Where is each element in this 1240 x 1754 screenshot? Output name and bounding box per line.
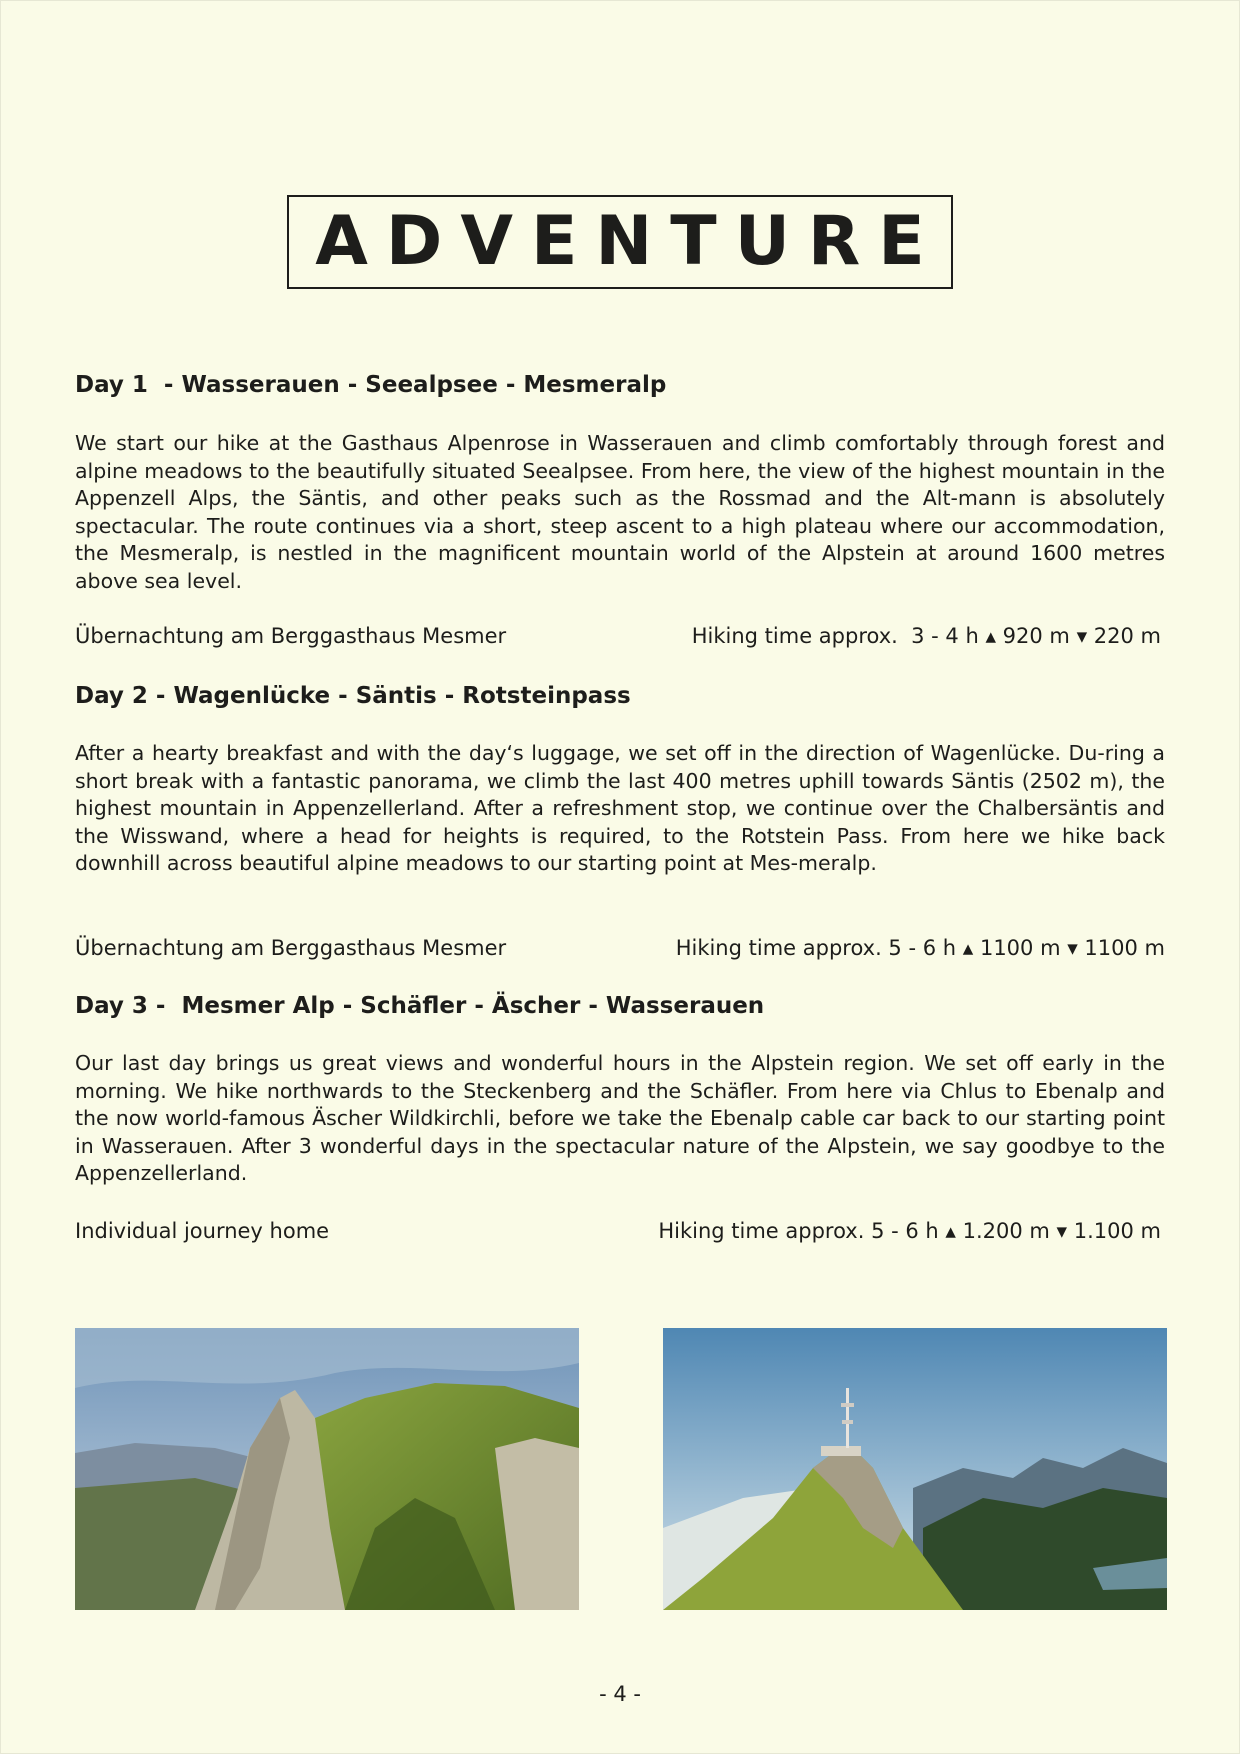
day-3-accommodation: Individual journey home: [75, 1219, 330, 1243]
day-3-heading: Day 3 - Mesmer Alp - Schäfler - Äscher - Wasserauen: [75, 993, 765, 1019]
day-2-meta: [75, 938, 1165, 959]
day-2-heading: Day 2 - Wagenlücke - Säntis - Rotsteinpass: [75, 683, 631, 709]
title-box: [287, 195, 953, 289]
day-2-hiking-time: Hiking time approx. 5 - 6 h ▴ 1100 m ▾ 1100 m: [675, 936, 1165, 960]
day-1-accommodation: Übernachtung am Berggasthaus Mesmer: [75, 624, 507, 648]
day-1-text: We start our hike at the Gasthaus Alpenrose in Wasserauen and climb comfortably through forest and alpine meadows to the beautifully situated Seealpsee. From here, the view of the highest mountain in the Appenzell Alps, the Säntis, and other peaks such as the Rossmad and the Alt-mann is absolutely spectacular. The route continues via a short, steep ascent to a high plateau where our accommodation, the Mesmeralp, is nestled in the magnificent mountain world of the Alpstein at around 1600 metres above sea level.: [75, 431, 1165, 593]
mountain-ridge-photo: [75, 1328, 579, 1610]
page-title: ADVENTURE: [315, 202, 943, 281]
day-2-accommodation: Übernachtung am Berggasthaus Mesmer: [75, 936, 507, 960]
page-number: - 4 -: [599, 1682, 641, 1706]
day-3-hiking-time: Hiking time approx. 5 - 6 h ▴ 1.200 m ▾ 1.100 m: [658, 1219, 1161, 1243]
day-1-hiking-time: Hiking time approx. 3 - 4 h ▴ 920 m ▾ 220 m: [691, 624, 1161, 648]
day-3-text: Our last day brings us great views and wonderful hours in the Alpstein region. We set off early in the morning. We hike northwards to the Steckenberg and the Schäfler. From here via Chlus to Ebenalp and the now world-famous Äscher Wildkirchli, before we take the Ebenalp cable car back to our starting point in Wasserauen. After 3 wonderful days in the spectacular nature of the Alpstein, we say goodbye to the Appenzellerland.: [75, 1051, 1165, 1185]
day-1-heading: Day 1 - Wasserauen - Seealpsee - Mesmeralp: [75, 372, 667, 398]
day-3-meta: [75, 1221, 1165, 1242]
day-2-text: After a hearty breakfast and with the day‘s luggage, we set off in the direction of Wagenlücke. Du-ring a short break with a fantastic panorama, we climb the last 400 metres uphill towards Säntis (2502 m), the highest mountain in Appenzellerland. After a refreshment stop, we continue over the Chalbersäntis and the Wisswand, where a head for heights is required, to the Rotstein Pass. From here we hike back downhill across beautiful alpine meadows to our starting point at Mes-meralp.: [75, 741, 1165, 875]
day-1-meta: [75, 626, 1165, 647]
summit-antenna-photo: [663, 1328, 1167, 1610]
